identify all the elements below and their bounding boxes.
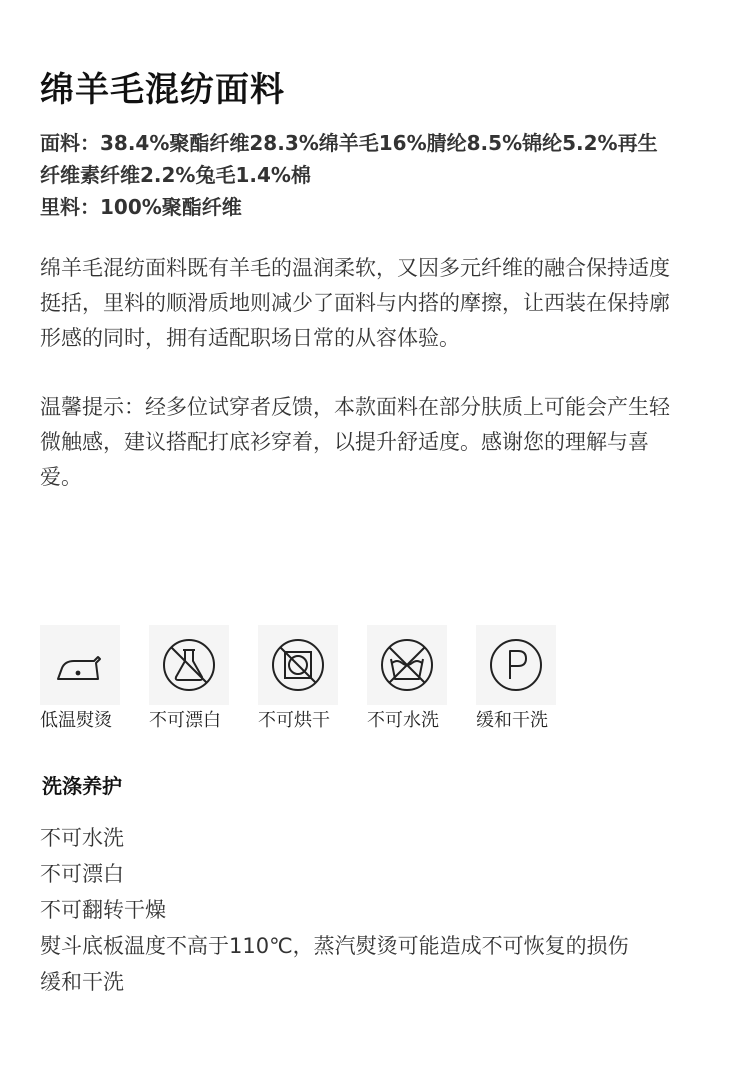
dry-clean-p-icon (476, 625, 556, 705)
care-section-title: 洗涤养护 (42, 774, 122, 798)
composition-line: 纤维素纤维2.2%兔毛1.4%棉 (40, 163, 311, 187)
care-label: 低温熨烫 (40, 710, 112, 731)
tip-line: 爱。 (40, 465, 82, 489)
page-title: 绵羊毛混纺面料 (40, 70, 285, 110)
description-line: 绵羊毛混纺面料既有羊毛的温润柔软，又因多元纤维的融合保持适度 (40, 256, 670, 280)
care-label: 不可漂白 (149, 710, 221, 731)
care-item-low-temp-iron (40, 625, 120, 733)
care-item-dry-clean (476, 625, 556, 733)
no-tumble-dry-icon (258, 625, 338, 705)
composition-line: 面料：38.4%聚酯纤维28.3%绵羊毛16%腈纶8.5%锦纶5.2%再生 (40, 131, 658, 155)
list-item: 不可翻转干燥 (40, 898, 166, 922)
tip-line: 微触感，建议搭配打底衫穿着，以提升舒适度。感谢您的理解与喜 (40, 430, 649, 454)
tip-line: 温馨提示：经多位试穿者反馈，本款面料在部分肤质上可能会产生轻 (40, 395, 670, 419)
care-label: 缓和干洗 (476, 710, 548, 731)
care-item-no-bleach (149, 625, 229, 733)
list-item: 熨斗底板温度不高于110℃，蒸汽熨烫可能造成不可恢复的损伤 (40, 934, 629, 958)
care-instructions-list (40, 820, 629, 1000)
list-item: 不可漂白 (40, 862, 124, 886)
care-item-no-wash (367, 625, 447, 733)
low-temp-iron-icon (40, 625, 120, 705)
care-label: 不可烘干 (258, 710, 330, 731)
fabric-description (40, 251, 708, 356)
description-line: 挺括，里料的顺滑质地则减少了面料与内搭的摩擦，让西装在保持廓 (40, 291, 670, 315)
description-line: 形感的同时，拥有适配职场日常的从容体验。 (40, 326, 460, 350)
warm-tip (40, 390, 708, 495)
no-wash-icon (367, 625, 447, 705)
list-item: 不可水洗 (40, 826, 124, 850)
fabric-composition (40, 127, 720, 223)
no-bleach-icon (149, 625, 229, 705)
list-item: 缓和干洗 (40, 970, 124, 994)
care-label: 不可水洗 (367, 710, 439, 731)
care-item-no-tumble-dry (258, 625, 338, 733)
composition-line: 里料：100%聚酯纤维 (40, 195, 242, 219)
